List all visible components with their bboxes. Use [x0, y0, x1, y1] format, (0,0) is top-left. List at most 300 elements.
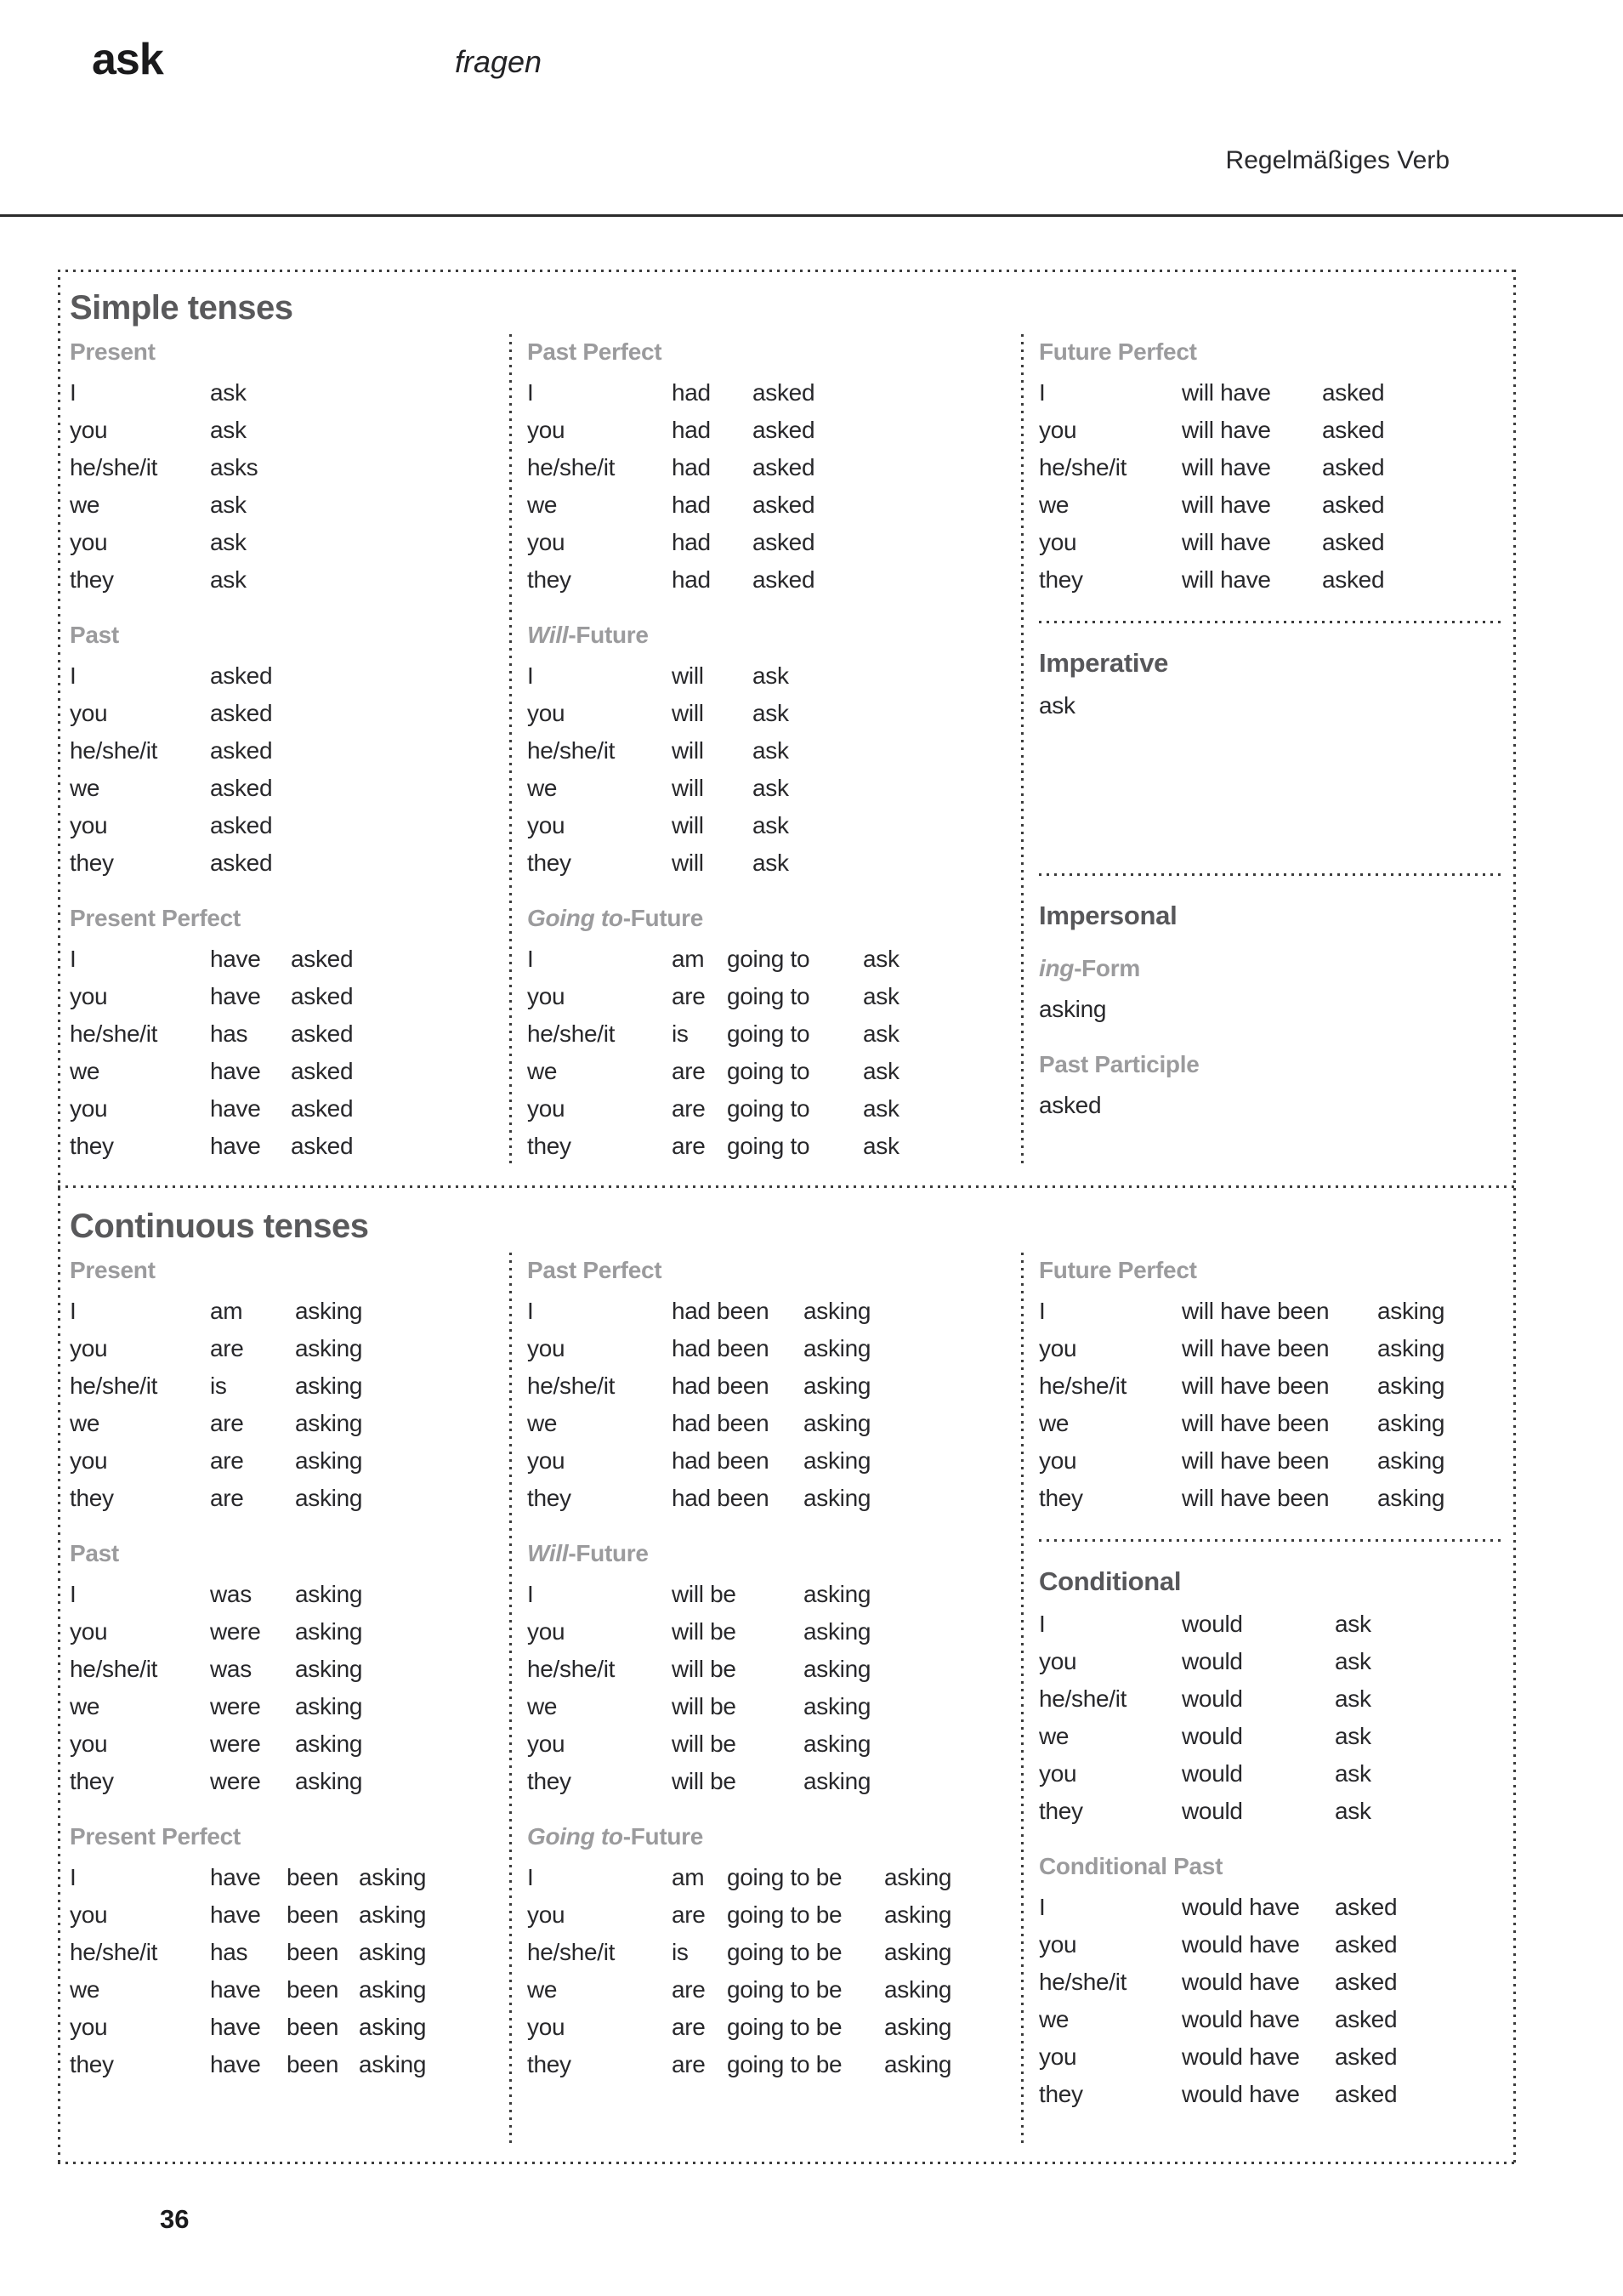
- verb-part: asking: [359, 1864, 427, 1890]
- tense-block: [70, 1256, 509, 1517]
- verb-part: ask: [752, 737, 789, 764]
- pronoun: we: [1039, 1410, 1070, 1436]
- verb-part: will be: [672, 1731, 736, 1757]
- conjugation-row: [70, 449, 509, 486]
- pronoun: you: [1039, 1447, 1077, 1474]
- verb-part: asking: [803, 1410, 871, 1436]
- conjugation-row: [527, 561, 1021, 599]
- pronoun: we: [527, 1976, 558, 2003]
- verb-part: been: [287, 2051, 339, 2077]
- verb-part: is: [672, 1020, 689, 1047]
- section-heading: Simple tenses: [70, 289, 293, 327]
- conjugation-row: [70, 486, 509, 524]
- tense-heading-part: Past Perfect: [527, 338, 662, 365]
- verb-part: asked: [1335, 2006, 1398, 2032]
- conjugation-row: [70, 807, 509, 844]
- conjugation-row: [527, 486, 1021, 524]
- conjugation-row: [1039, 1964, 1504, 2001]
- verb-part: had been: [672, 1410, 769, 1436]
- verb-part: would have: [1182, 2081, 1300, 2107]
- verb-part: asked: [291, 983, 354, 1009]
- conjugation-row: [1039, 524, 1504, 561]
- conjugation-row: [70, 1330, 509, 1367]
- conjugation-row: [70, 1367, 509, 1405]
- verb-part: asking: [803, 1372, 871, 1399]
- conjugation-row: [70, 770, 509, 807]
- verb-part: will be: [672, 1693, 736, 1719]
- conjugation-row: [527, 1293, 1021, 1330]
- verb-part: will: [672, 812, 704, 838]
- verb-part: will have: [1182, 417, 1271, 443]
- verb-part: am: [672, 946, 705, 972]
- tense-heading-part: Present: [70, 338, 156, 365]
- conjugation-row: [70, 844, 509, 882]
- conjugation-row: [70, 978, 509, 1015]
- tense-heading-part: Going to: [527, 1823, 623, 1850]
- header-rule: [0, 214, 1623, 217]
- pronoun: they: [527, 1133, 571, 1159]
- conjugation-row: [527, 844, 1021, 882]
- verb-part: asked: [291, 1133, 354, 1159]
- pronoun: I: [1039, 1894, 1046, 1920]
- pronoun: we: [70, 775, 100, 801]
- verb-part: been: [287, 2014, 339, 2040]
- verb-part: asked: [210, 850, 273, 876]
- verb-part: asking: [1377, 1335, 1445, 1361]
- verb-part: were: [210, 1618, 261, 1645]
- verb-part: were: [210, 1693, 261, 1719]
- pronoun: he/she/it: [1039, 1372, 1127, 1399]
- verb-part: asking: [803, 1335, 871, 1361]
- tense-heading-part: Imperative: [1039, 648, 1169, 678]
- pronoun: you: [70, 1447, 108, 1474]
- pronoun: I: [1039, 379, 1046, 406]
- pronoun: we: [70, 1058, 100, 1084]
- verb-part: asking: [1377, 1485, 1445, 1511]
- verb-part: asked: [1322, 492, 1385, 518]
- simple-column-2: [509, 334, 1021, 1165]
- pronoun: you: [1039, 1931, 1077, 1958]
- tense-heading: [1039, 1566, 1504, 1598]
- conjugation-row: [70, 1480, 509, 1517]
- tense-block: [527, 904, 1021, 1165]
- conjugation-row: [527, 2009, 1021, 2046]
- conjugation-row: [70, 657, 509, 695]
- verb-part: asked: [291, 1020, 354, 1047]
- tense-block: [1039, 1852, 1504, 2113]
- verb-part: asked: [210, 700, 273, 726]
- verb-part: would: [1182, 1723, 1243, 1749]
- pronoun: you: [1039, 1335, 1077, 1361]
- tense-heading: [527, 1256, 1021, 1285]
- verb-part: asked: [210, 775, 273, 801]
- conjugation-row: [70, 1015, 509, 1053]
- pronoun: I: [527, 1298, 534, 1324]
- pronoun: he/she/it: [70, 1372, 158, 1399]
- conjugation-row: [70, 1128, 509, 1165]
- verb-part: asking: [884, 1939, 952, 1965]
- verb-part: asking: [359, 2014, 427, 2040]
- pronoun: they: [1039, 1798, 1083, 1824]
- pronoun: they: [1039, 566, 1083, 593]
- pronoun: we: [527, 1693, 558, 1719]
- verb-part: been: [287, 1939, 339, 1965]
- tense-heading-part: Past Perfect: [527, 1257, 662, 1283]
- pronoun: I: [70, 662, 77, 689]
- verb-part: had been: [672, 1447, 769, 1474]
- verb-part: asking: [359, 2051, 427, 2077]
- tense-block: [1039, 954, 1504, 1028]
- verb-part: will have: [1182, 566, 1271, 593]
- tense-heading-part: Going to: [527, 905, 623, 931]
- tense-heading-part: Impersonal: [1039, 901, 1178, 930]
- conjugation-row: [70, 374, 509, 412]
- tense-block: [70, 621, 509, 882]
- verb-part: are: [672, 1901, 706, 1928]
- conjugation-row: [70, 412, 509, 449]
- pronoun: we: [527, 775, 558, 801]
- pronoun: we: [70, 1976, 100, 2003]
- conjugation-row: [527, 1576, 1021, 1613]
- pronoun: they: [70, 2051, 114, 2077]
- verb-part: asking: [359, 1939, 427, 1965]
- conjugation-row: [70, 1651, 509, 1688]
- tense-heading: [70, 1822, 509, 1851]
- conjugation-row: [70, 1859, 509, 1896]
- verb-part: have: [210, 1058, 261, 1084]
- conjugation-row: [70, 1576, 509, 1613]
- verb-part: going to be: [727, 1976, 843, 2003]
- conjugation-row: [527, 1480, 1021, 1517]
- conjugation-row: [70, 1405, 509, 1442]
- verb-part: ask: [1335, 1685, 1371, 1712]
- tense-cell: [1039, 1542, 1504, 2144]
- verb-part: will have been: [1182, 1372, 1330, 1399]
- conjugation-row: [1039, 449, 1504, 486]
- conjugation-row: [70, 1763, 509, 1800]
- verb-part: asking: [1377, 1372, 1445, 1399]
- verb-part: is: [210, 1372, 227, 1399]
- verb-part: had: [672, 379, 711, 406]
- tense-block: [527, 338, 1021, 599]
- verb-part: are: [210, 1485, 244, 1511]
- pronoun: he/she/it: [70, 1020, 158, 1047]
- verb-part: asking: [803, 1485, 871, 1511]
- pronoun: you: [70, 1901, 108, 1928]
- pronoun: you: [1039, 1760, 1077, 1787]
- verb-part: ask: [752, 662, 789, 689]
- verb-part: asking: [295, 1731, 363, 1757]
- pronoun: I: [527, 1581, 534, 1607]
- verb-part: asked: [752, 454, 815, 480]
- verb-part: am: [672, 1864, 705, 1890]
- verb-part: ask: [863, 1058, 899, 1084]
- verb-part: ask: [1335, 1798, 1371, 1824]
- verb-part: was: [210, 1656, 252, 1682]
- tense-heading-part: Will: [527, 622, 569, 648]
- tense-heading: [70, 1539, 509, 1568]
- pronoun: you: [70, 1731, 108, 1757]
- tense-block: [1039, 900, 1504, 932]
- verb-part: asking: [803, 1618, 871, 1645]
- tense-block: [527, 1539, 1021, 1800]
- verb-part: asking: [295, 1656, 363, 1682]
- verb-part: going to be: [727, 1939, 843, 1965]
- verb-part: going to be: [727, 1901, 843, 1928]
- conjugation-row: [1039, 2076, 1504, 2113]
- conjugation-row: [1039, 1680, 1504, 1718]
- verb-part: asking: [295, 1581, 363, 1607]
- pronoun: they: [527, 1768, 571, 1794]
- verb-part: going to: [727, 1133, 810, 1159]
- pronoun: you: [527, 700, 565, 726]
- verb-part: asked: [210, 812, 273, 838]
- conjugation-row: [70, 941, 509, 978]
- tense-heading: [70, 338, 509, 367]
- verb-form: asking: [1039, 996, 1107, 1022]
- verb-part: will have been: [1182, 1298, 1330, 1324]
- continuous-tenses-grid: [70, 1253, 1504, 2144]
- tense-block: [527, 1256, 1021, 1517]
- verb-form: ask: [1039, 692, 1075, 719]
- conjugation-row: [1039, 486, 1504, 524]
- conjugation-row: [70, 561, 509, 599]
- verb-part: asked: [291, 946, 354, 972]
- tense-heading: [1039, 338, 1504, 367]
- verb-part: ask: [1335, 1648, 1371, 1674]
- verb-part: had: [672, 417, 711, 443]
- pronoun: they: [527, 1485, 571, 1511]
- verb-part: asks: [210, 454, 258, 480]
- pronoun: I: [70, 1298, 77, 1324]
- tense-heading: [527, 338, 1021, 367]
- verb-part: are: [210, 1447, 244, 1474]
- pronoun: he/she/it: [527, 1020, 616, 1047]
- conjugation-row: [527, 1688, 1021, 1725]
- tense-heading-part: Conditional Past: [1039, 1853, 1223, 1879]
- verb-part: asking: [1377, 1447, 1445, 1474]
- conjugation-row: [1039, 1755, 1504, 1793]
- verb-part: will have been: [1182, 1485, 1330, 1511]
- pronoun: you: [1039, 1648, 1077, 1674]
- verb-part: asked: [1322, 417, 1385, 443]
- conjugation-row: [527, 1330, 1021, 1367]
- pronoun: they: [70, 1485, 114, 1511]
- verb-part: ask: [863, 1020, 899, 1047]
- verb-part: asking: [295, 1372, 363, 1399]
- verb-part: will have been: [1182, 1447, 1330, 1474]
- verb-part: had been: [672, 1485, 769, 1511]
- pronoun: they: [527, 850, 571, 876]
- conjugation-row: [1039, 561, 1504, 599]
- verb-part: asking: [803, 1656, 871, 1682]
- verb-part: asking: [803, 1581, 871, 1607]
- verb-part: ask: [1335, 1760, 1371, 1787]
- tense-heading-part: Will: [527, 1540, 569, 1566]
- verb-part: asking: [295, 1693, 363, 1719]
- pronoun: he/she/it: [527, 1939, 616, 1965]
- tense-heading: [1039, 1852, 1504, 1881]
- verb-part: would have: [1182, 2006, 1300, 2032]
- page-number: 36: [160, 2204, 190, 2234]
- verb-part: will: [672, 662, 704, 689]
- tense-heading: [1039, 900, 1504, 932]
- conjugation-row: [527, 412, 1021, 449]
- verb-part: have: [210, 2051, 261, 2077]
- tense-heading-part: Present: [70, 1257, 156, 1283]
- verb-part: ask: [863, 1095, 899, 1122]
- pronoun: they: [527, 2051, 571, 2077]
- tense-block: [70, 338, 509, 599]
- conjugation-row: [1039, 374, 1504, 412]
- simple-tenses-grid: [70, 334, 1504, 1165]
- pronoun: you: [527, 1095, 565, 1122]
- verb-part: will have been: [1182, 1335, 1330, 1361]
- pronoun: you: [527, 417, 565, 443]
- conjugation-row: [527, 1763, 1021, 1800]
- pronoun: you: [70, 983, 108, 1009]
- conjugation-row: [1039, 1889, 1504, 1926]
- pronoun: they: [527, 566, 571, 593]
- pronoun: you: [1039, 417, 1077, 443]
- verb-part: asked: [1322, 454, 1385, 480]
- conjugation-row: [70, 695, 509, 732]
- section-simple-tenses: [58, 270, 1516, 1185]
- conjugation-row: [1039, 412, 1504, 449]
- pronoun: I: [70, 1864, 77, 1890]
- pronoun: they: [70, 1133, 114, 1159]
- conjugation-row: [527, 1128, 1021, 1165]
- pronoun: we: [70, 1410, 100, 1436]
- pronoun: I: [70, 946, 77, 972]
- tense-heading-part: Present Perfect: [70, 1823, 241, 1850]
- verb-part: ask: [863, 983, 899, 1009]
- conjugation-row: [527, 449, 1021, 486]
- verb-translation: fragen: [455, 44, 542, 79]
- verb-part: would: [1182, 1760, 1243, 1787]
- verb-part: ask: [210, 492, 247, 518]
- verb-part: asked: [210, 737, 273, 764]
- verb-part: asked: [1335, 1894, 1398, 1920]
- tense-heading: [70, 904, 509, 933]
- conjugation-row: [527, 1367, 1021, 1405]
- verb-part: asking: [803, 1693, 871, 1719]
- conjugation-row: [70, 732, 509, 770]
- conjugation-row: [527, 807, 1021, 844]
- conjugation-row: [70, 1053, 509, 1090]
- verb-part: asking: [295, 1410, 363, 1436]
- conjugation-row: [527, 770, 1021, 807]
- pronoun: he/she/it: [1039, 1685, 1127, 1712]
- verb-part: will have: [1182, 492, 1271, 518]
- pronoun: you: [527, 1335, 565, 1361]
- verb-part: was: [210, 1581, 252, 1607]
- tense-heading: [1039, 647, 1504, 679]
- verb-part: asking: [803, 1731, 871, 1757]
- verb-part: ask: [210, 379, 247, 406]
- verb-part: asked: [752, 529, 815, 555]
- verb-part: would: [1182, 1685, 1243, 1712]
- verb-part: asking: [884, 1864, 952, 1890]
- conjugation-row: [1039, 2038, 1504, 2076]
- conjugation-row: [70, 1613, 509, 1651]
- verb-part: ask: [210, 417, 247, 443]
- conjugation-row: [1039, 1643, 1504, 1680]
- pronoun: I: [527, 379, 534, 406]
- conjugation-row: [527, 1859, 1021, 1896]
- verb-part: asking: [295, 1768, 363, 1794]
- pronoun: he/she/it: [527, 1372, 616, 1399]
- pronoun: you: [1039, 2043, 1077, 2070]
- verb-part: ask: [1335, 1723, 1371, 1749]
- tense-block: [70, 1539, 509, 1800]
- verb-part: have: [210, 2014, 261, 2040]
- pronoun: they: [1039, 1485, 1083, 1511]
- pronoun: you: [70, 1618, 108, 1645]
- verb-part: asking: [884, 1901, 952, 1928]
- conjugation-row: [70, 1293, 509, 1330]
- tense-heading-part: -Future: [568, 1540, 649, 1566]
- verb-part: asked: [291, 1058, 354, 1084]
- verb-part: have: [210, 1095, 261, 1122]
- conjugation-row: [1039, 1367, 1504, 1405]
- verb-part: ask: [752, 775, 789, 801]
- tense-block: [527, 621, 1021, 882]
- simple-column-3: [1021, 334, 1504, 1165]
- verb-part: is: [672, 1939, 689, 1965]
- verb-part: had: [672, 492, 711, 518]
- conjugation-row: [527, 1090, 1021, 1128]
- conjugation-row: [527, 732, 1021, 770]
- tense-heading-part: -Future: [622, 905, 704, 931]
- conjugation-row: [527, 1725, 1021, 1763]
- verb-part: would: [1182, 1648, 1243, 1674]
- conjugation-row: [70, 1725, 509, 1763]
- tense-heading-part: Future Perfect: [1039, 1257, 1197, 1283]
- tense-cell: [1039, 1253, 1504, 1539]
- verb-part: would have: [1182, 2043, 1300, 2070]
- tense-heading: [70, 621, 509, 650]
- pronoun: you: [527, 529, 565, 555]
- verb-part: will: [672, 700, 704, 726]
- conjugation-row: [527, 695, 1021, 732]
- verb-part: have: [210, 983, 261, 1009]
- conjugation-box: [58, 270, 1516, 2164]
- tense-block: [70, 904, 509, 1165]
- verb-part: asked: [1335, 2081, 1398, 2107]
- conjugation-row: [1039, 1926, 1504, 1964]
- verb-part: asking: [884, 2051, 952, 2077]
- verb-type-label: Regelmäßiges Verb: [1225, 146, 1450, 174]
- pronoun: he/she/it: [527, 1656, 616, 1682]
- verb-part: will have: [1182, 454, 1271, 480]
- verb-part: ask: [752, 850, 789, 876]
- verb-part: are: [672, 1976, 706, 2003]
- verb-part: would have: [1182, 1931, 1300, 1958]
- pronoun: you: [527, 983, 565, 1009]
- conjugation-row: [527, 524, 1021, 561]
- pronoun: we: [70, 492, 100, 518]
- verb-part: would have: [1182, 1969, 1300, 1995]
- pronoun: he/she/it: [527, 737, 616, 764]
- conjugation-row: [527, 1971, 1021, 2009]
- conjugation-row: [527, 657, 1021, 695]
- conjugation-row: [70, 1090, 509, 1128]
- pronoun: they: [70, 1768, 114, 1794]
- pronoun: I: [527, 662, 534, 689]
- verb-part: had been: [672, 1372, 769, 1399]
- conjugation-row: [527, 941, 1021, 978]
